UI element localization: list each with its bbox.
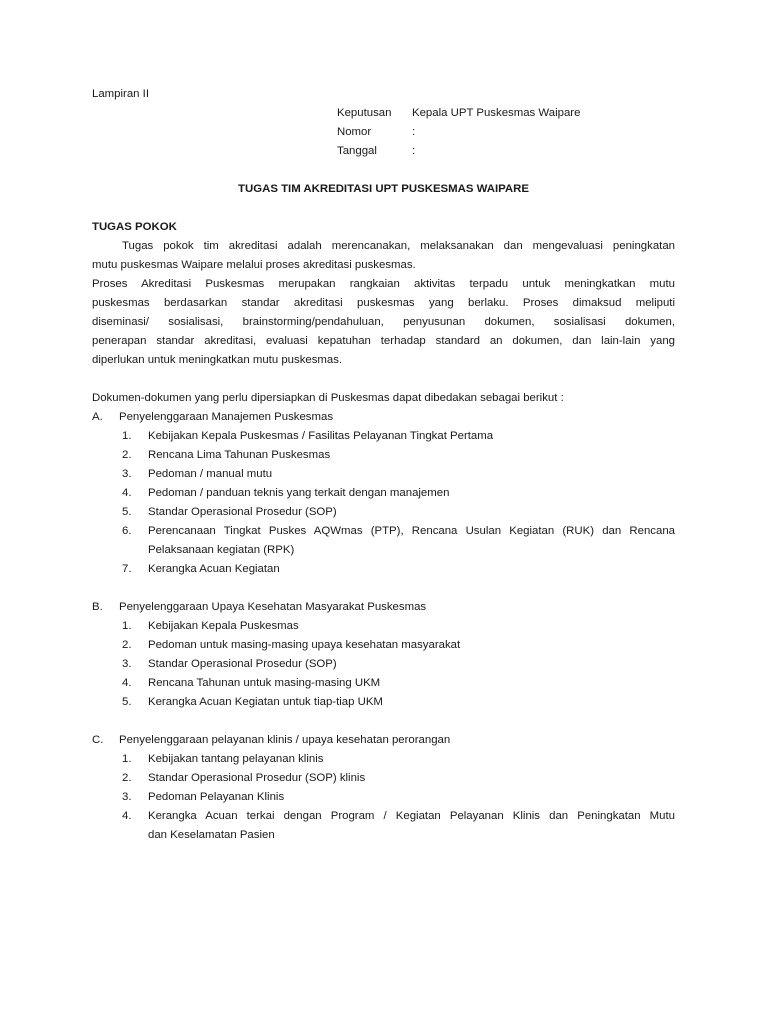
item-text: Pedoman / manual mutu — [148, 468, 273, 480]
section-title: Penyelenggaraan Manajemen Puskesmas — [119, 411, 334, 423]
list-item — [122, 484, 675, 503]
item-text: Kebijakan Kepala Puskesmas — [148, 620, 299, 632]
item-number: 1. — [122, 620, 132, 632]
documents-intro: Dokumen-dokumen yang perlu dipersiapkan di Puskesmas dapat dibedakan sebagai berikut : — [92, 392, 564, 404]
item-text: Rencana Tahunan untuk masing-masing UKM — [148, 677, 381, 689]
item-number: 7. — [122, 563, 132, 575]
item-text: Kebijakan tantang pelayanan klinis — [148, 753, 324, 765]
paragraph-line: diseminasi/ sosialisasi, brainstorming/pendahuluan, penyusunan dokumen, sosialisasi dokumen, — [92, 316, 675, 328]
item-number: 5. — [122, 696, 132, 708]
list-item — [122, 788, 675, 807]
item-text: Rencana Lima Tahunan Puskesmas — [148, 449, 331, 461]
item-text: Perencanaan Tingkat Puskes AQWmas (PTP), Rencana Usulan Kegiatan (RUK) dan Rencana — [148, 525, 675, 537]
section-letter: B. — [92, 601, 103, 613]
number-line — [337, 123, 637, 142]
document-title: TUGAS TIM AKREDITASI UPT PUSKESMAS WAIPARE — [238, 183, 529, 195]
section-title: Penyelenggaraan pelayanan klinis / upaya kesehatan perorangan — [119, 734, 451, 746]
item-number: 2. — [122, 772, 132, 784]
item-number: 5. — [122, 506, 132, 518]
section-title-line — [92, 408, 675, 427]
paragraph-line: Tugas pokok tim akreditasi adalah merencanakan, melaksanakan dan mengevaluasi peningkatan — [122, 240, 675, 252]
number-label: Nomor — [337, 126, 372, 138]
list-item — [122, 693, 675, 712]
item-number: 3. — [122, 658, 132, 670]
section-letter: A. — [92, 411, 103, 423]
decree-label: Keputusan — [337, 107, 392, 119]
section-title-line — [92, 598, 675, 617]
item-number: 3. — [122, 468, 132, 480]
list-item — [122, 427, 675, 446]
list-item — [122, 503, 675, 522]
paragraph-line: diperlukan untuk meningkatkan mutu puskesmas. — [92, 354, 343, 366]
item-text: Kerangka Acuan Kegiatan untuk tiap-tiap UKM — [148, 696, 383, 708]
item-number: 1. — [122, 430, 132, 442]
item-text: Standar Operasional Prosedur (SOP) klinis — [148, 772, 366, 784]
item-text: Pedoman untuk masing-masing upaya kesehatan masyarakat — [148, 639, 461, 651]
item-text: Pedoman / panduan teknis yang terkait dengan manajemen — [148, 487, 450, 499]
item-text: Kerangka Acuan Kegiatan — [148, 563, 280, 575]
item-number: 3. — [122, 791, 132, 803]
section-title-line — [92, 731, 675, 750]
date-value: : — [412, 145, 416, 157]
item-number: 4. — [122, 487, 132, 499]
item-text: Standar Operasional Prosedur (SOP) — [148, 506, 337, 518]
number-value: : — [412, 126, 416, 138]
item-text: Pedoman Pelayanan Klinis — [148, 791, 285, 803]
decree-value: Kepala UPT Puskesmas Waipare — [412, 107, 581, 119]
list-item — [122, 522, 675, 541]
item-number: 6. — [122, 525, 132, 537]
list-item — [122, 655, 675, 674]
list-item — [122, 674, 675, 693]
list-item — [122, 560, 675, 579]
paragraph-line: Proses Akreditasi Puskesmas merupakan rangkaian aktivitas terpadu untuk meningkatkan mutu — [92, 278, 675, 290]
date-line — [337, 142, 637, 161]
attachment-label: Lampiran II — [92, 88, 149, 100]
item-text: Kebijakan Kepala Puskesmas / Fasilitas Pelayanan Tingkat Pertama — [148, 430, 494, 442]
section-title: Penyelenggaraan Upaya Kesehatan Masyarakat Puskesmas — [119, 601, 427, 613]
section-letter: C. — [92, 734, 104, 746]
item-number: 1. — [122, 753, 132, 765]
item-number: 4. — [122, 677, 132, 689]
paragraph-line: penerapan standar akreditasi, evaluasi kepatuhan terhadap standard an dokumen, dan lain-lain yang — [92, 335, 675, 347]
list-item — [122, 617, 675, 636]
decree-line — [337, 104, 637, 123]
list-item — [122, 769, 675, 788]
paragraph-line: mutu puskesmas Waipare melalui proses akreditasi puskesmas. — [92, 259, 416, 271]
list-item — [122, 807, 675, 826]
item-text-continuation: Pelaksanaan kegiatan (RPK) — [148, 544, 295, 556]
item-text-continuation: dan Keselamatan Pasien — [148, 829, 275, 841]
paragraph-line: puskesmas berdasarkan standar akreditasi puskesmas yang berlaku. Proses dimaksud meliputi — [92, 297, 675, 309]
item-text: Standar Operasional Prosedur (SOP) — [148, 658, 337, 670]
item-number: 2. — [122, 449, 132, 461]
list-item — [122, 750, 675, 769]
date-label: Tanggal — [337, 145, 377, 157]
list-item — [122, 636, 675, 655]
item-text: Kerangka Acuan terkai dengan Program / Kegiatan Pelayanan Klinis dan Peningkatan Mutu — [148, 810, 675, 822]
item-number: 2. — [122, 639, 132, 651]
list-item — [122, 446, 675, 465]
list-item — [122, 465, 675, 484]
section-heading: TUGAS POKOK — [92, 221, 177, 233]
item-number: 4. — [122, 810, 132, 822]
